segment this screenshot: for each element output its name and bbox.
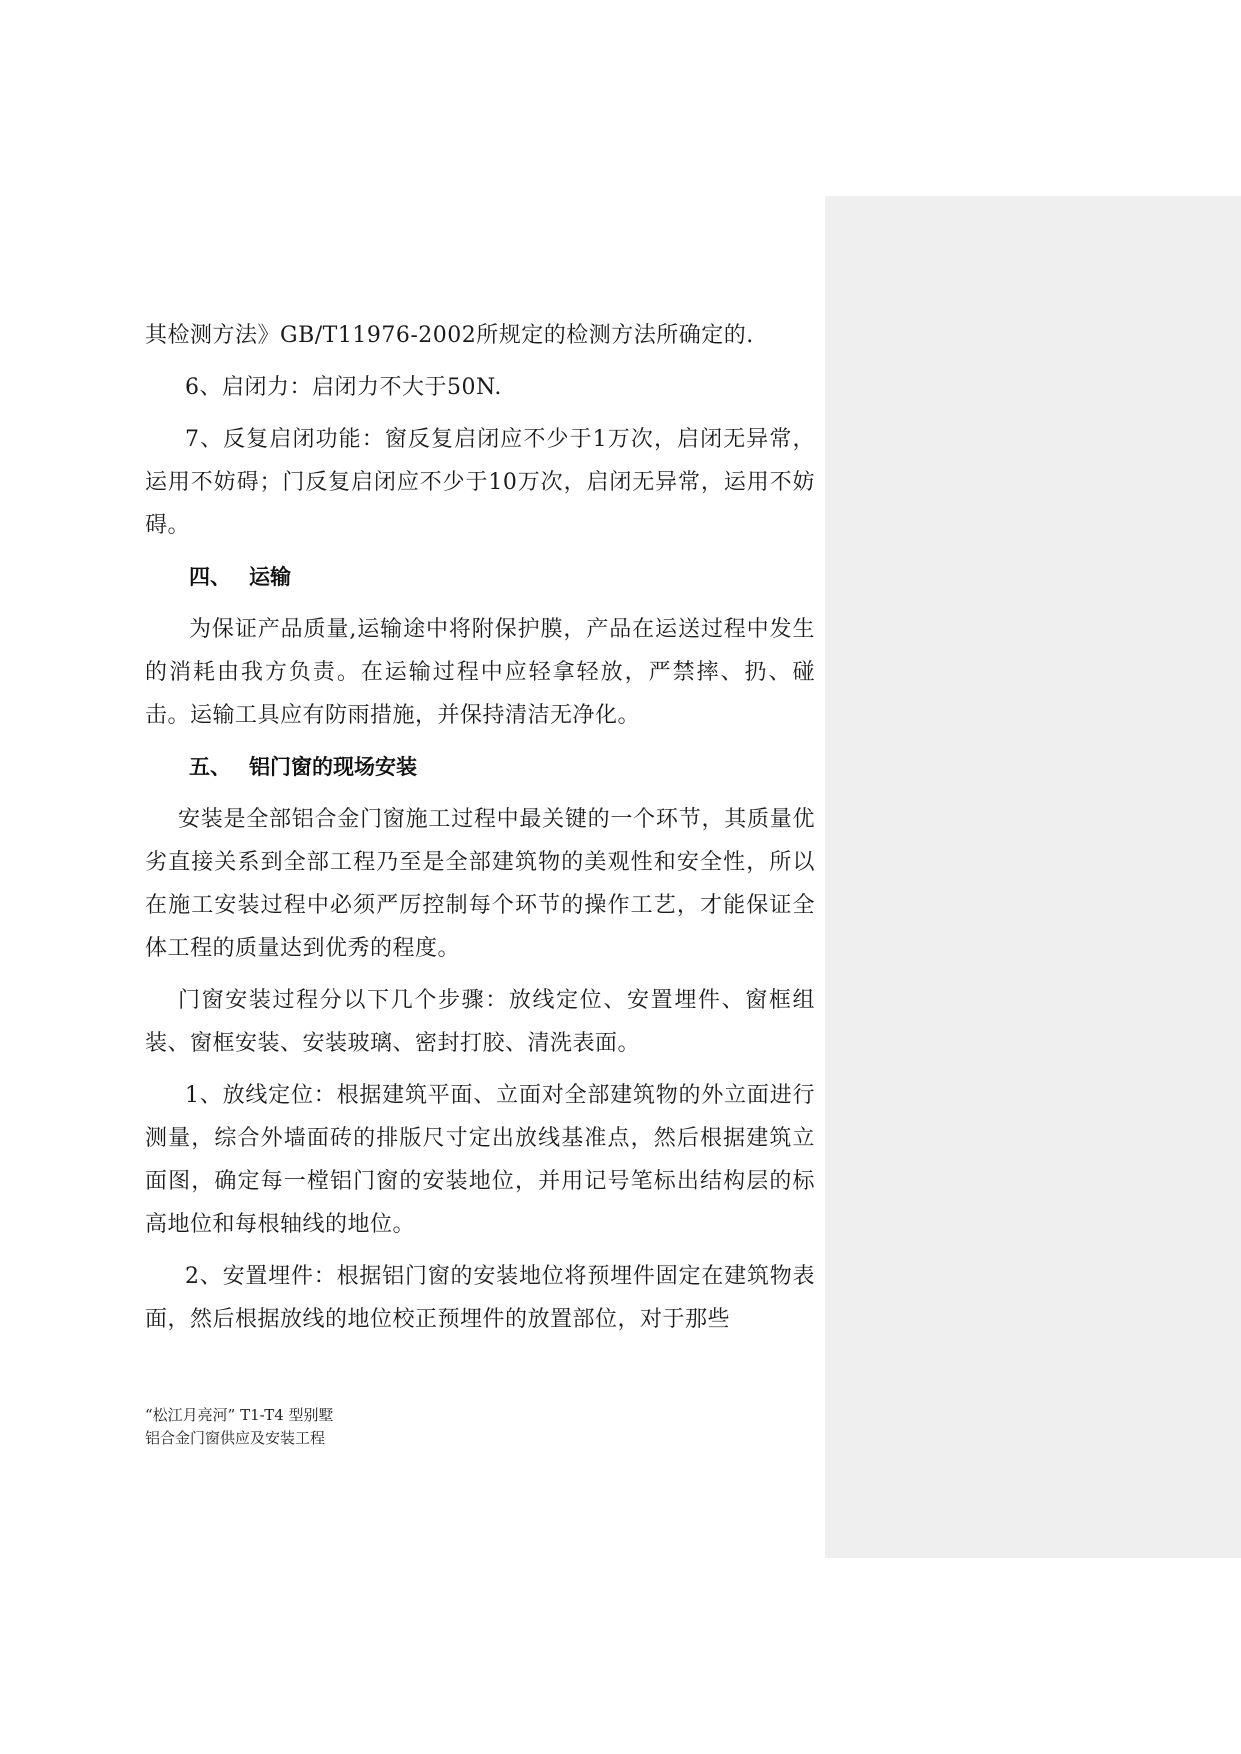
paragraph-step-embed: 2、安置埋件：根据铝门窗的安装地位将预埋件固定在建筑物表面，然后根据放线的地位校正预埋件的放置部位，对于那些: [145, 1264, 815, 1332]
section-title: 铝门窗的现场安装: [249, 755, 417, 779]
paragraph-step-layout: 1、放线定位：根据建筑平面、立面对全部建筑物的外立面进行测量，综合外墙面砖的排版尺寸定出放线基准点，然后根据建筑立面图，确定每一樘铝门窗的安装地位，并用记号笔标出结构层的标高地位和每根轴线的地位。: [145, 1083, 815, 1237]
body-text: [145, 314, 815, 1350]
section-heading-transport: [145, 556, 815, 599]
section-title: 运输: [249, 565, 291, 589]
footer-project-scope: 铝合金门窗供应及安装工程: [145, 1429, 326, 1447]
paragraph-installation-intro: 安装是全部铝合金门窗施工过程中最关键的一个环节，其质量优劣直接关系到全部工程乃至是全部建筑物的美观性和安全性，所以在施工安装过程中必须严厉控制每个环节的操作工艺，才能保证全体工程的质量达到优秀的程度。: [145, 807, 815, 961]
paragraph-repeated-opening: 7、反复启闭功能：窗反复启闭应不少于1万次，启闭无异常，运用不妨碍；门反复启闭应不少于10万次，启闭无异常，运用不妨碍。: [145, 427, 815, 538]
paragraph-installation-steps: 门窗安装过程分以下几个步骤：放线定位、安置埋件、窗框组装、窗框安装、安装玻璃、密封打胶、清洗表面。: [145, 988, 815, 1056]
section-heading-installation: [145, 746, 815, 789]
section-number: 五、: [189, 755, 231, 779]
comment-pane: [825, 196, 1241, 1558]
section-number: 四、: [189, 565, 231, 589]
footer-project-name: “松江月亮河” T1-T4 型别墅: [145, 1406, 334, 1424]
paragraph-transport: 为保证产品质量,运输途中将附保护膜，产品在运送过程中发生的消耗由我方负责。在运输过程中应轻拿轻放，严禁摔、扔、碰击。运输工具应有防雨措施，并保持清洁无净化。: [145, 617, 815, 728]
paragraph-test-method: 其检测方法》GB/T11976-2002所规定的检测方法所确定的.: [145, 323, 754, 348]
paragraph-opening-force: 6、启闭力：启闭力不大于50N.: [185, 375, 502, 400]
page-footer: [145, 1404, 334, 1450]
